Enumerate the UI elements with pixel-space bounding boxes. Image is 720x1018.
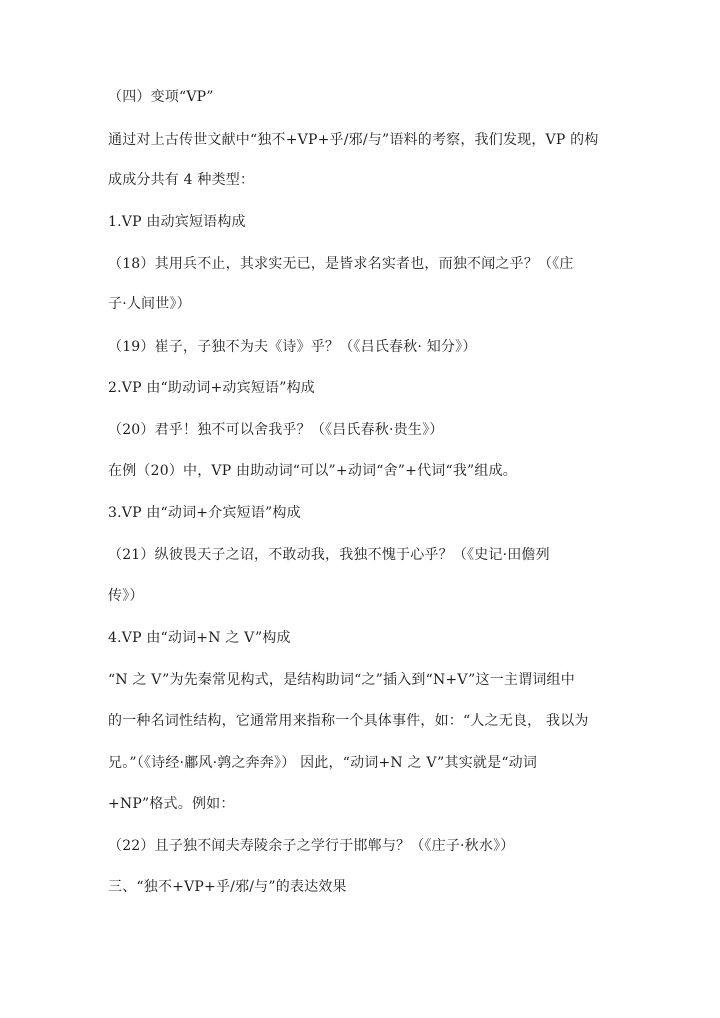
section-heading-variable-vp: （四）变项“VP” <box>108 89 214 105</box>
example-18-line: 子·人间世》） <box>108 296 191 312</box>
paragraph-line: 的一种名词性结构，它通常用来指称一个具体事件，如：“人之无良， 我以为 <box>108 713 589 729</box>
subheading-type-4: 4.VP 由“动词+N 之 V”构成 <box>108 630 291 646</box>
subheading-type-1: 1.VP 由动宾短语构成 <box>108 214 246 230</box>
example-18-line: （18）其用兵不止，其求实无已，是皆求名实者也，而独不闻之乎？（《庄 <box>108 256 574 272</box>
paragraph-line: 兄。”（《诗经·鄘风·鹑之奔奔》） 因此，“动词+N 之 V”其实就是“动词 <box>108 755 538 771</box>
example-21-line: 传》） <box>108 588 144 604</box>
paragraph-line: +NP”格式。例如： <box>108 796 235 812</box>
example-21-line: （21）纵彼畏天子之诏，不敢动我，我独不愧于心乎？（《史记·田儋列 <box>108 547 550 563</box>
paragraph-line: 在例（20）中，VP 由助动词“可以”+动词“舍”+代词“我”组成。 <box>108 463 517 479</box>
paragraph-line: 通过对上古传世文献中“独不+VP+乎/邪/与”语料的考察，我们发现，VP 的构 <box>108 132 599 148</box>
section-heading-effect: 三、“独不+VP+乎/邪/与”的表达效果 <box>108 879 347 895</box>
example-22: （22）且子独不闻夫寿陵余子之学行于邯郸与？（《庄子·秋水》） <box>108 838 515 854</box>
example-20: （20）君乎！独不可以舍我乎？（《吕氏春秋·贵生》） <box>108 422 444 438</box>
paragraph-line: 成成分共有 4 种类型： <box>108 172 255 188</box>
subheading-type-2: 2.VP 由“助动词+动宾短语”构成 <box>108 380 315 396</box>
subheading-type-3: 3.VP 由“动词+介宾短语”构成 <box>108 505 301 521</box>
paragraph-line: “N 之 V”为先秦常见构式，是结构助词“之”插入到“N+V”这一主谓词组中 <box>108 672 575 688</box>
example-19: （19）崔子，子独不为夫《诗》乎？（《吕氏春秋· 知分》） <box>108 339 477 355</box>
